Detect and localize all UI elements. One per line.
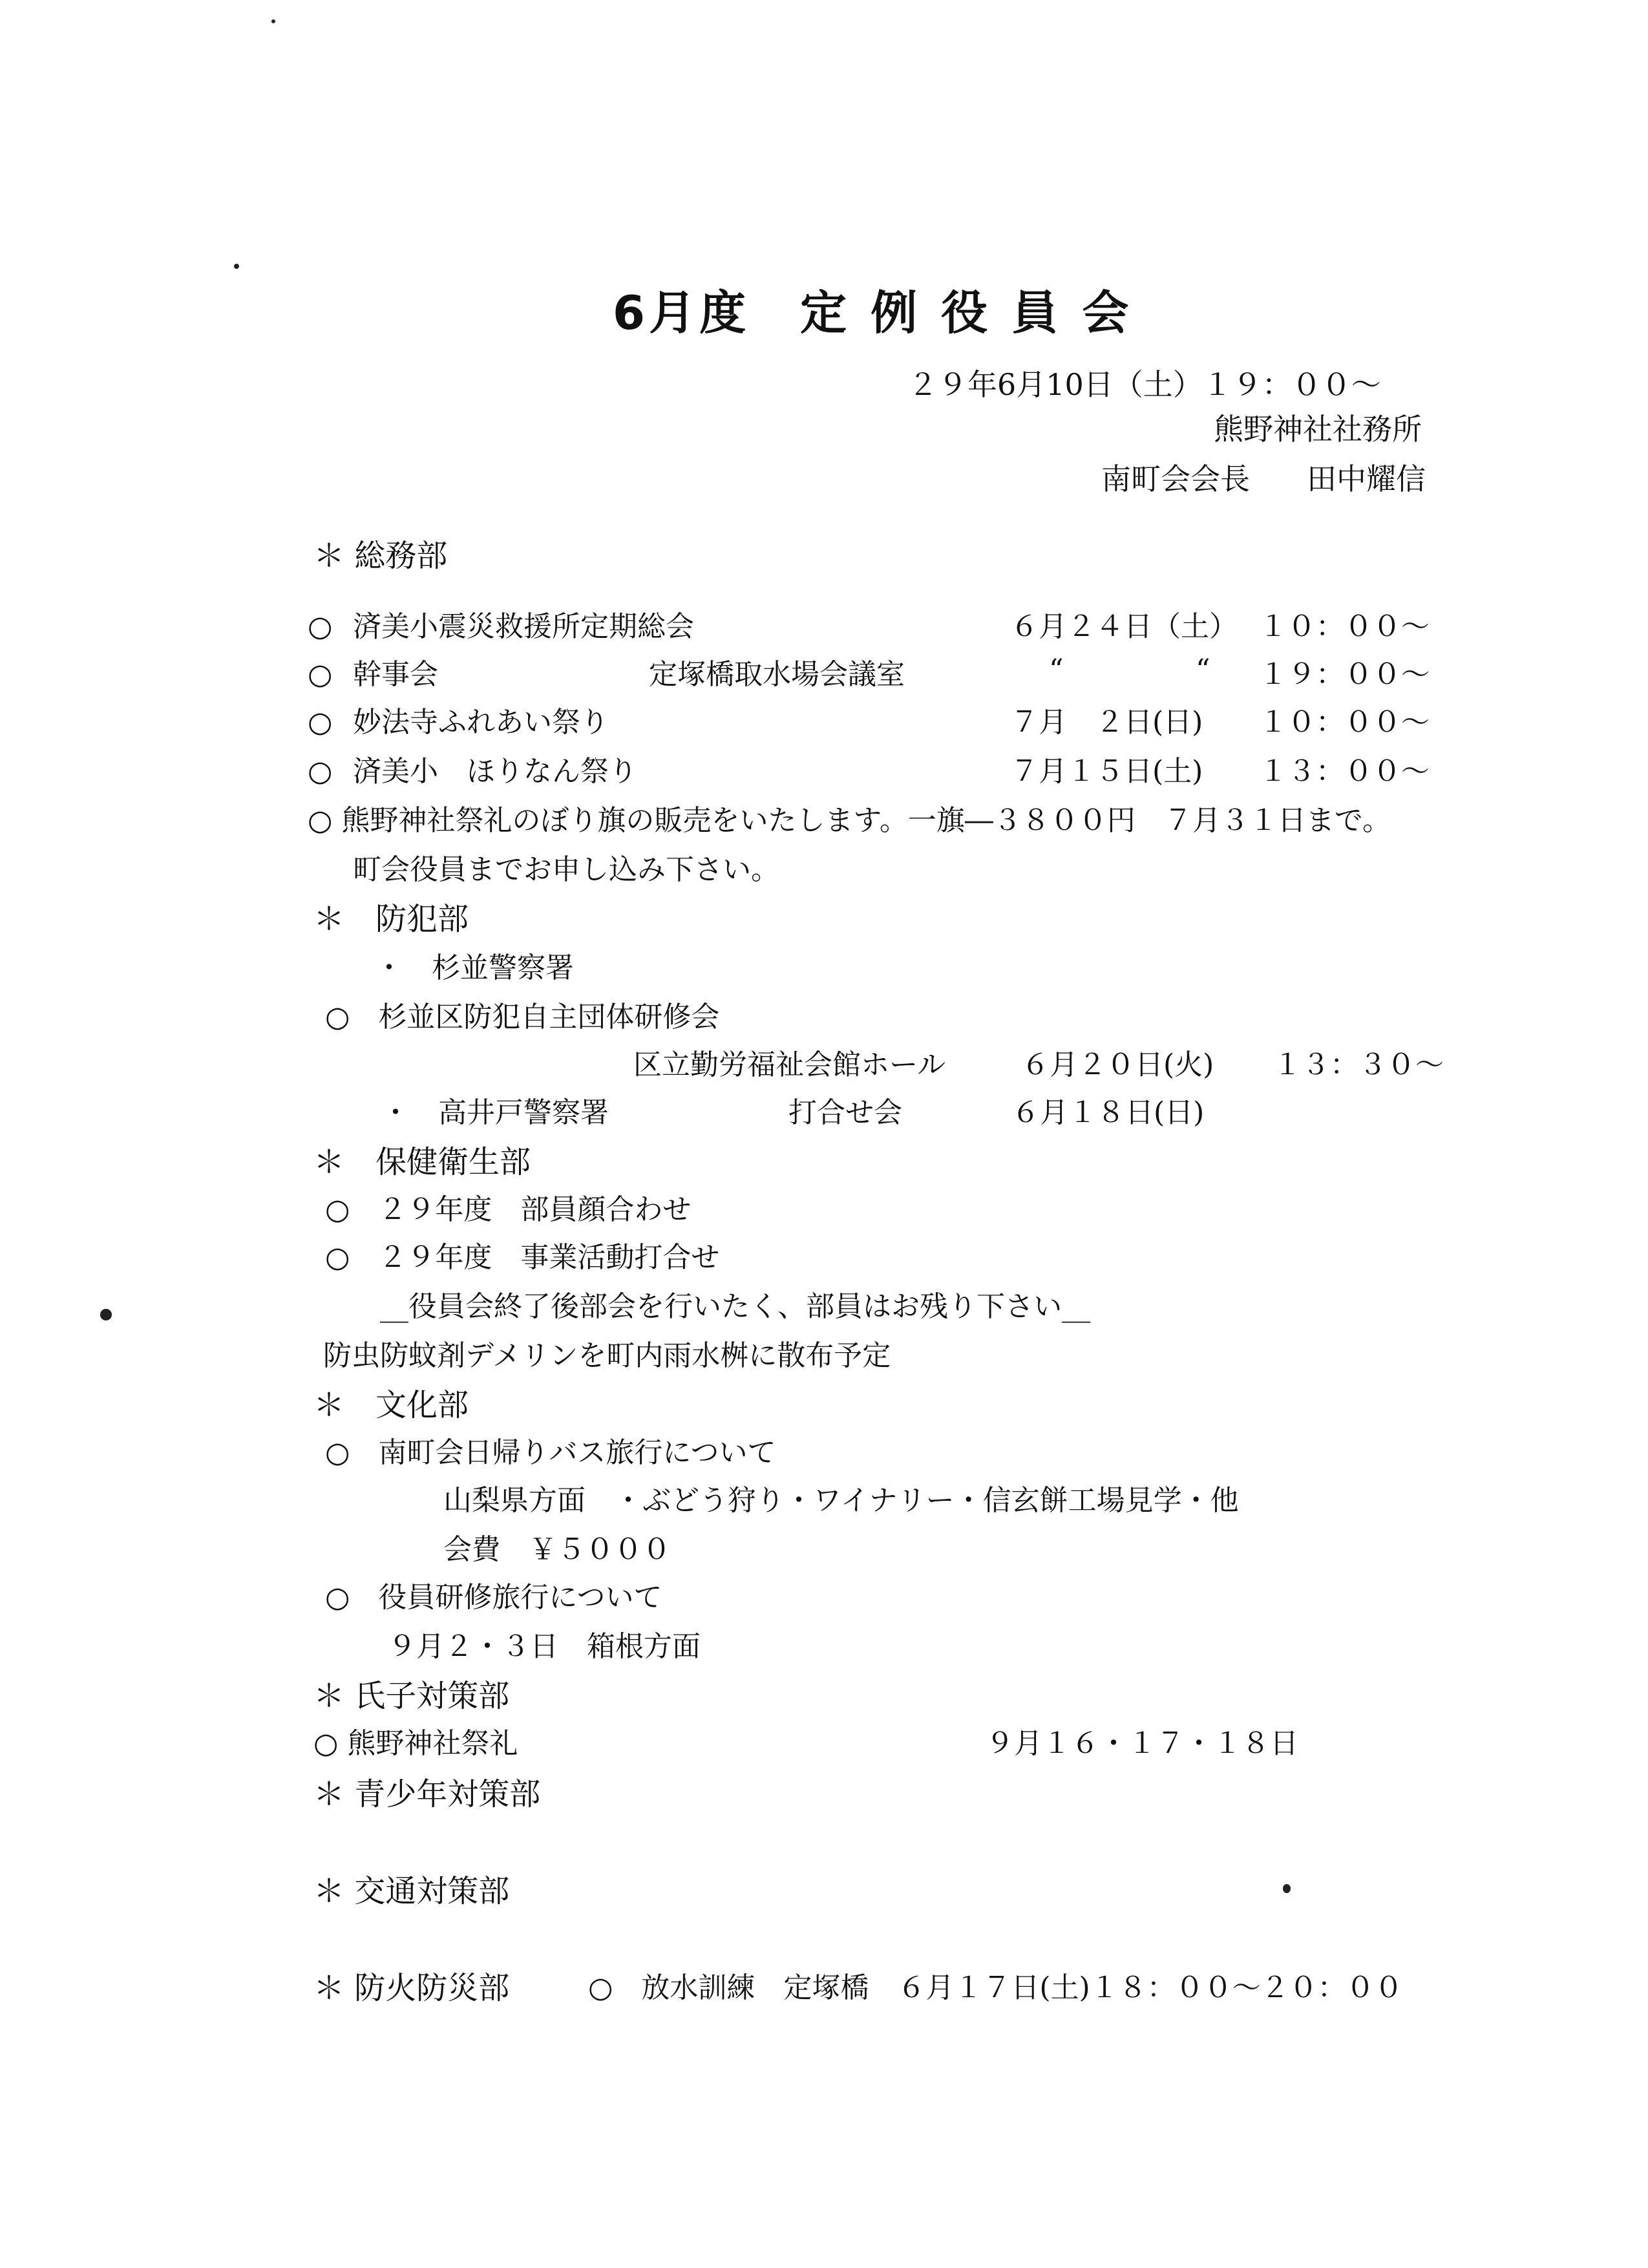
bunka-item-2: ○ 役員研修旅行について xyxy=(325,1581,662,1614)
list-item-bullet: ○ xyxy=(308,658,333,691)
ditto-mark: “ xyxy=(1049,653,1064,686)
kenshu-time: １３：３０～ xyxy=(1273,1048,1444,1081)
list-item-date: ７月 ２日(日) xyxy=(1010,706,1203,739)
section-hoken-heading: ＊ 保健衛生部 xyxy=(313,1144,531,1180)
list-item-time: １０：００～ xyxy=(1259,610,1430,643)
host-name: 田中耀信 xyxy=(1307,461,1426,496)
kenshu-place: 区立勤労福祉会館ホール xyxy=(633,1048,946,1081)
section-bouka-heading: ＊ 防火防災部 xyxy=(313,1970,510,2006)
spray-notice: 防虫防蚊剤デメリンを町内雨水桝に散布予定 xyxy=(323,1339,891,1372)
list-item-date: ６月２４日（土） xyxy=(1010,610,1238,643)
section-ujiko-heading: ＊ 氏子対策部 xyxy=(313,1678,510,1714)
hoken-note: __役員会終了後部会を行いたく、部員はお残り下さい__ xyxy=(380,1290,1091,1323)
list-item-date: ７月１５日(土) xyxy=(1010,755,1203,788)
bunka-item-2-detail: ９月２・３日 箱根方面 xyxy=(388,1630,701,1663)
hoken-item-1: ○ ２９年度 部員顔合わせ xyxy=(325,1193,692,1226)
police-meeting-date: ６月１８日(日) xyxy=(1011,1096,1205,1129)
list-item-time: １０：００～ xyxy=(1259,706,1430,739)
meeting-datetime: ２９年6月10日（土）１９：００～ xyxy=(908,367,1381,402)
hoken-item-2: ○ ２９年度 事業活動打合せ xyxy=(325,1241,720,1274)
list-item-time: １３：００～ xyxy=(1259,755,1430,788)
list-item-time: １９：００～ xyxy=(1259,658,1430,691)
list-item-bullet: ○ xyxy=(308,610,333,643)
police-meeting: 打合せ会 xyxy=(788,1096,902,1129)
police-station-2: ・ 高井戸警察署 xyxy=(381,1096,609,1129)
scan-speck xyxy=(100,1309,112,1320)
kenshu-date: ６月２０日(火) xyxy=(1021,1048,1214,1081)
section-koutsu-heading: ＊ 交通対策部 xyxy=(313,1873,510,1909)
scan-speck xyxy=(234,264,239,269)
list-item-text: 妙法寺ふれあい祭り xyxy=(353,706,609,739)
list-item-text: 幹事会 xyxy=(353,658,438,691)
ditto-mark: “ xyxy=(1196,653,1210,686)
meeting-place: 熊野神社社務所 xyxy=(1214,412,1422,447)
scan-speck xyxy=(271,19,275,23)
ujiko-item: ○ 熊野神社祭礼 xyxy=(313,1727,518,1760)
kenshu-item: ○ 杉並区防犯自主団体研修会 xyxy=(325,1001,720,1033)
list-item-text: 済美小 ほりなん祭り xyxy=(353,755,637,788)
nobori-notice: ○ 熊野神社祭礼のぼり旗の販売をいたします。一旗―３８００円 ７月３１日まで。 xyxy=(308,804,1391,837)
ujiko-date: ９月１６・１７・１８日 xyxy=(986,1727,1298,1760)
section-soumu-heading: ＊ 総務部 xyxy=(313,538,448,574)
list-item-text: 済美小震災救援所定期総会 xyxy=(353,610,694,643)
bunka-item-1: ○ 南町会日帰りバス旅行について xyxy=(325,1436,776,1469)
bouka-item: ○ 放水訓練 定塚橋 ６月１７日(土)１８：００～２０：００ xyxy=(588,1971,1403,2004)
police-station-1: ・ 杉並警察署 xyxy=(375,951,574,984)
nobori-note: 町会役員までお申し込み下さい。 xyxy=(353,853,779,886)
scan-speck xyxy=(1283,1884,1291,1893)
list-item-place: 定塚橋取水場会議室 xyxy=(649,658,905,691)
section-bunka-heading: ＊ 文化部 xyxy=(313,1387,469,1423)
section-seishounen-heading: ＊ 青少年対策部 xyxy=(313,1776,541,1812)
page-title: 6月度 定 例 役 員 会 xyxy=(613,286,1133,340)
host-role: 南町会会長 xyxy=(1101,461,1250,496)
list-item-bullet: ○ xyxy=(308,755,333,788)
bunka-item-1-fee: 会費 ￥５０００ xyxy=(443,1533,671,1566)
section-bouhan-heading: ＊ 防犯部 xyxy=(313,901,469,937)
bunka-item-1-detail: 山梨県方面 ・ぶどう狩り・ワイナリー・信玄餅工場見学・他 xyxy=(443,1484,1239,1517)
list-item-bullet: ○ xyxy=(308,706,333,739)
